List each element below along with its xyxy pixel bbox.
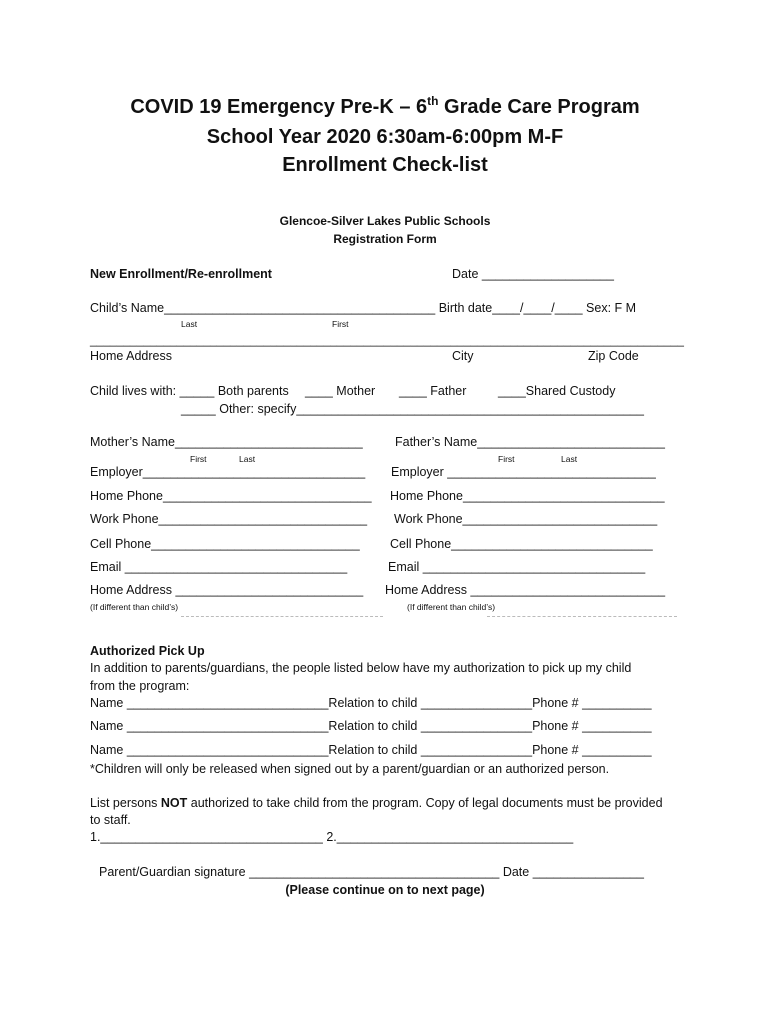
date-field[interactable]: Date ___________________ bbox=[452, 267, 614, 281]
father-home-phone-field[interactable]: Home Phone_____________________________ bbox=[390, 489, 665, 503]
mother-home-address-field[interactable]: Home Address ___________________________ bbox=[90, 583, 364, 597]
father-work-phone-field[interactable]: Work Phone____________________________ bbox=[394, 512, 658, 526]
father-address-note: (If different than child’s) bbox=[407, 602, 496, 612]
pickup-note: *Children will only be released when signed out by a parent/guardian or an authorized person. bbox=[90, 762, 610, 776]
form-title-line-3: Enrollment Check-list bbox=[282, 154, 488, 176]
father-email-field[interactable]: Email ________________________________ bbox=[388, 560, 646, 574]
city-caption: City bbox=[452, 349, 474, 363]
not-authorized-line-2: to staff. bbox=[90, 813, 131, 827]
pickup-row-1[interactable]: Name _____________________________Relation to child ________________Phone # __________ bbox=[90, 696, 652, 710]
father-first-caption: First bbox=[498, 454, 515, 464]
father-employer-field[interactable]: Employer ______________________________ bbox=[391, 465, 656, 479]
mother-first-caption: First bbox=[190, 454, 207, 464]
father-address-extra-line[interactable] bbox=[487, 616, 677, 617]
lives-with-father[interactable]: ____ Father bbox=[399, 384, 467, 398]
father-last-caption: Last bbox=[561, 454, 578, 464]
pickup-heading: Authorized Pick Up bbox=[90, 644, 205, 658]
lives-with-both-parents[interactable]: Child lives with: _____ Both parents bbox=[90, 384, 289, 398]
district-name: Glencoe-Silver Lakes Public Schools bbox=[279, 214, 491, 228]
father-name-field[interactable]: Father’s Name___________________________ bbox=[395, 435, 665, 449]
form-title-line-1 bbox=[0, 94, 770, 120]
lives-with-mother[interactable]: ____ Mother bbox=[305, 384, 376, 398]
mother-home-phone-field[interactable]: Home Phone______________________________ bbox=[90, 489, 372, 503]
mother-name-field[interactable]: Mother’s Name___________________________ bbox=[90, 435, 363, 449]
title-text: COVID 19 Emergency Pre-K – 6 bbox=[130, 96, 428, 118]
not-authorized-text-end: authorized to take child from the program. Copy of legal documents must be provided bbox=[187, 796, 663, 810]
mother-work-phone-field[interactable]: Work Phone______________________________ bbox=[90, 512, 368, 526]
mother-cell-phone-field[interactable]: Cell Phone______________________________ bbox=[90, 537, 360, 551]
child-first-caption: First bbox=[332, 319, 349, 329]
not-authorized-text: List persons bbox=[90, 796, 161, 810]
father-home-address-field[interactable]: Home Address ____________________________ bbox=[385, 583, 666, 597]
pickup-intro-line-2: from the program: bbox=[90, 679, 190, 693]
title-text-end: Grade Care Program bbox=[438, 96, 640, 118]
form-title-line-2: School Year 2020 6:30am-6:00pm M-F bbox=[206, 126, 564, 148]
continue-note: (Please continue on to next page) bbox=[285, 883, 485, 897]
mother-email-field[interactable]: Email ________________________________ bbox=[90, 560, 348, 574]
title-superscript: th bbox=[427, 94, 439, 108]
form-name: Registration Form bbox=[333, 232, 437, 246]
mother-address-extra-line[interactable] bbox=[181, 616, 383, 617]
child-last-caption: Last bbox=[181, 319, 198, 329]
lives-with-other-field[interactable]: _____ Other: specify__________________________________________________ bbox=[181, 402, 644, 416]
pickup-intro-line-1: In addition to parents/guardians, the people listed below have my authorization to pick up my child bbox=[90, 661, 632, 675]
pickup-row-2[interactable]: Name _____________________________Relation to child ________________Phone # __________ bbox=[90, 719, 652, 733]
lives-with-shared-custody[interactable]: ____Shared Custody bbox=[498, 384, 616, 398]
home-address-caption: Home Address bbox=[90, 349, 172, 363]
signature-line[interactable]: Parent/Guardian signature ____________________________________ Date ________________ bbox=[99, 865, 644, 879]
home-address-field[interactable]: _________________________________________________________________________________________ bbox=[90, 333, 684, 347]
father-cell-phone-field[interactable]: Cell Phone_____________________________ bbox=[390, 537, 653, 551]
zip-caption: Zip Code bbox=[588, 349, 639, 363]
mother-last-caption: Last bbox=[239, 454, 256, 464]
not-authorized-entries[interactable]: 1.________________________________ 2.__________________________________ bbox=[90, 830, 574, 844]
child-name-field[interactable]: Child’s Name_______________________________________ Birth date____/____/____ Sex: F M bbox=[90, 301, 637, 315]
enrollment-type-label: New Enrollment/Re-enrollment bbox=[90, 267, 272, 281]
mother-employer-field[interactable]: Employer________________________________ bbox=[90, 465, 366, 479]
not-authorized-line-1 bbox=[90, 796, 663, 811]
pickup-row-3[interactable]: Name _____________________________Relation to child ________________Phone # __________ bbox=[90, 743, 652, 757]
not-emphasis: NOT bbox=[160, 796, 188, 810]
mother-address-note: (If different than child’s) bbox=[90, 602, 179, 612]
